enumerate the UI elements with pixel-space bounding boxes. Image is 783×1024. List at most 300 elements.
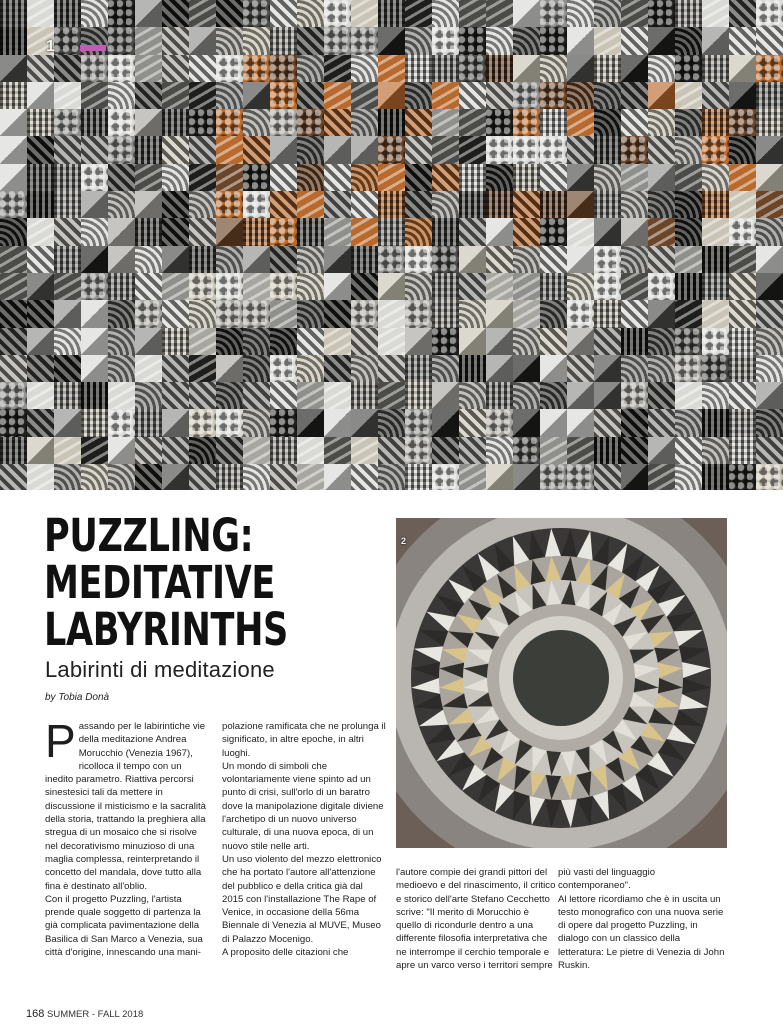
mosaic-tile: [648, 109, 675, 136]
mosaic-tile: [324, 382, 351, 409]
mosaic-tile: [27, 0, 54, 27]
mosaic-tile: [459, 136, 486, 163]
paragraph-symbols: Un mondo di simboli che volontariamente viene spinto ad un punto di crisi, sull'orlo di un baratro dove la manipolazione digitale diviene l'archetipo di un nuovo universo culturale, di una nuova epoca, di un nuovo stile nelle arti.: [222, 760, 384, 852]
mosaic-tile: [162, 0, 189, 27]
mosaic-tile: [540, 273, 567, 300]
article-subtitle: Labirinti di meditazione: [45, 657, 275, 682]
mosaic-tile: [540, 464, 567, 490]
mosaic-tile: [486, 55, 513, 82]
mosaic-tile: [297, 300, 324, 327]
mosaic-tile: [216, 109, 243, 136]
mosaic-tile: [243, 164, 270, 191]
mosaic-tile: [459, 437, 486, 464]
mosaic-tile: [189, 328, 216, 355]
mosaic-tile: [486, 300, 513, 327]
mosaic-tile: [270, 109, 297, 136]
mosaic-tile: [135, 0, 162, 27]
mosaic-tile: [486, 164, 513, 191]
mosaic-tile: [54, 409, 81, 436]
mosaic-tile: [486, 328, 513, 355]
mosaic-tile: [27, 300, 54, 327]
mosaic-tile: [216, 136, 243, 163]
mosaic-tile: [675, 27, 702, 54]
mosaic-tile: [378, 0, 405, 27]
mosaic-tile: [216, 246, 243, 273]
mosaic-tile: [162, 136, 189, 163]
mosaic-tile: [405, 191, 432, 218]
mosaic-tile: [648, 191, 675, 218]
mosaic-tile: [162, 382, 189, 409]
mosaic-tile: [540, 27, 567, 54]
mosaic-tile: [405, 382, 432, 409]
mosaic-tile: [756, 109, 783, 136]
mosaic-tile: [405, 464, 432, 490]
paragraph-continuation: polazione ramificata che ne prolunga il significato, in altre epoche, in altri luoghi.: [222, 721, 386, 759]
mosaic-tile: [675, 164, 702, 191]
mosaic-tile: [81, 409, 108, 436]
mosaic-tile: [594, 464, 621, 490]
mosaic-tile: [0, 382, 27, 409]
mosaic-tile: [54, 55, 81, 82]
mosaic-tile: [81, 273, 108, 300]
mosaic-tile: [54, 355, 81, 382]
mosaic-tile: [162, 191, 189, 218]
mosaic-tile: [270, 409, 297, 436]
mosaic-tile: [270, 136, 297, 163]
page-footer: [26, 1008, 143, 1020]
mosaic-tile: [135, 382, 162, 409]
mosaic-tile: [216, 328, 243, 355]
mosaic-tile: [621, 409, 648, 436]
mosaic-tile: [297, 464, 324, 490]
mosaic-tile: [378, 464, 405, 490]
mosaic-tile: [27, 109, 54, 136]
mosaic-tile: [621, 164, 648, 191]
mosaic-tile: [432, 0, 459, 27]
mosaic-tile: [270, 218, 297, 245]
mosaic-tile: [459, 82, 486, 109]
mosaic-tile: [81, 355, 108, 382]
mosaic-tile: [648, 164, 675, 191]
mosaic-tile: [0, 300, 27, 327]
mosaic-tile: [702, 136, 729, 163]
mosaic-tile: [0, 273, 27, 300]
mosaic-tile: [54, 273, 81, 300]
mosaic-tile: [675, 109, 702, 136]
mosaic-tile: [513, 382, 540, 409]
mosaic-tile: [756, 0, 783, 27]
mosaic-tile: [108, 246, 135, 273]
mosaic-tile: [162, 246, 189, 273]
mosaic-tile: [0, 437, 27, 464]
mosaic-tile: [459, 27, 486, 54]
mosaic-tile: [270, 437, 297, 464]
mosaic-tile: [486, 246, 513, 273]
mosaic-tile: [594, 437, 621, 464]
mosaic-tile: [459, 300, 486, 327]
mosaic-tile: [0, 218, 27, 245]
mosaic-tile: [351, 328, 378, 355]
mosaic-tile: [108, 300, 135, 327]
mosaic-tile: [459, 164, 486, 191]
mosaic-tile: [243, 136, 270, 163]
mosaic-tile: [162, 464, 189, 490]
mosaic-tile: [162, 328, 189, 355]
mosaic-tile: [594, 55, 621, 82]
mosaic-tile: [432, 273, 459, 300]
mosaic-tile: [648, 328, 675, 355]
mosaic-tile: [729, 437, 756, 464]
mosaic-tile: [27, 82, 54, 109]
mosaic-tile: [756, 82, 783, 109]
mosaic-tile: [621, 437, 648, 464]
mosaic-tile: [621, 136, 648, 163]
mosaic-tile: [648, 27, 675, 54]
mosaic-tile: [513, 328, 540, 355]
mosaic-tile: [162, 82, 189, 109]
mosaic-tile: [432, 464, 459, 490]
mosaic-tile: [540, 55, 567, 82]
mosaic-tile: [648, 246, 675, 273]
mosaic-tile: [270, 382, 297, 409]
mosaic-tile: [162, 300, 189, 327]
mosaic-tile: [594, 109, 621, 136]
mosaic-tile: [540, 382, 567, 409]
mosaic-tile: [54, 246, 81, 273]
mosaic-tile: [432, 27, 459, 54]
mosaic-tile: [675, 0, 702, 27]
mosaic-tile: [189, 0, 216, 27]
mosaic-tile: [189, 136, 216, 163]
mosaic-tile: [621, 0, 648, 27]
mosaic-tile: [648, 300, 675, 327]
mosaic-tile: [540, 328, 567, 355]
mosaic-tile: [432, 328, 459, 355]
mosaic-tile: [27, 409, 54, 436]
mosaic-tile: [729, 191, 756, 218]
mosaic-tile: [405, 355, 432, 382]
mosaic-tile: [351, 55, 378, 82]
mosaic-tile: [243, 246, 270, 273]
title-line-1: PUZZLING:: [44, 509, 254, 562]
mosaic-tile: [351, 27, 378, 54]
mosaic-tile: [648, 382, 675, 409]
mosaic-tile: [567, 355, 594, 382]
mosaic-tile: [486, 27, 513, 54]
mosaic-tile: [243, 27, 270, 54]
mosaic-tile: [513, 136, 540, 163]
mosaic-tile: [189, 27, 216, 54]
mosaic-tile: [432, 437, 459, 464]
mosaic-tile: [378, 82, 405, 109]
mosaic-tile: [702, 55, 729, 82]
mosaic-tile: [729, 355, 756, 382]
mosaic-tile: [594, 382, 621, 409]
mosaic-tile: [405, 437, 432, 464]
mosaic-tile: [729, 382, 756, 409]
mosaic-tile: [729, 273, 756, 300]
mosaic-tile: [324, 328, 351, 355]
mosaic-tile: [405, 300, 432, 327]
mosaic-tile: [675, 273, 702, 300]
mosaic-tile: [135, 273, 162, 300]
mosaic-tile: [405, 218, 432, 245]
mosaic-tile: [270, 0, 297, 27]
mosaic-tile: [594, 191, 621, 218]
mosaic-tile: [297, 273, 324, 300]
mosaic-tile: [486, 355, 513, 382]
mosaic-tile: [216, 164, 243, 191]
paragraph-intro: [45, 715, 208, 893]
mosaic-tile: [270, 191, 297, 218]
mosaic-tile: [378, 27, 405, 54]
body-column-2: [222, 720, 386, 959]
mosaic-tile: [756, 382, 783, 409]
mosaic-tile: [702, 328, 729, 355]
mosaic-tile: [54, 218, 81, 245]
mosaic-tile: [324, 355, 351, 382]
mosaic-tile: [702, 382, 729, 409]
mosaic-tile: [216, 27, 243, 54]
mosaic-tile: [405, 273, 432, 300]
mosaic-tile: [486, 218, 513, 245]
mosaic-tile: [432, 191, 459, 218]
mosaic-tile: [162, 437, 189, 464]
mosaic-tile: [378, 437, 405, 464]
mosaic-tile: [0, 82, 27, 109]
figure-1-number: 1: [46, 38, 55, 55]
mosaic-tile: [513, 246, 540, 273]
mosaic-tile: [135, 164, 162, 191]
mosaic-tile: [378, 409, 405, 436]
mosaic-tile: [81, 164, 108, 191]
mosaic-tile: [567, 437, 594, 464]
mosaic-tile: [675, 136, 702, 163]
mosaic-tile: [567, 246, 594, 273]
mosaic-tile: [297, 27, 324, 54]
mosaic-tile: [459, 109, 486, 136]
mosaic-tile: [405, 82, 432, 109]
mosaic-tile: [513, 300, 540, 327]
mosaic-tile: [729, 328, 756, 355]
mosaic-tile: [27, 218, 54, 245]
mosaic-tile: [0, 164, 27, 191]
mosaic-tile: [729, 218, 756, 245]
mosaic-tile: [189, 464, 216, 490]
mosaic-tile: [756, 218, 783, 245]
body-column-1: [45, 715, 208, 959]
mosaic-tile: [297, 355, 324, 382]
mosaic-tile: [108, 109, 135, 136]
mosaic-tile: [54, 191, 81, 218]
mosaic-tile: [729, 464, 756, 490]
mosaic-tile: [648, 136, 675, 163]
rosette-core: [513, 630, 609, 726]
mosaic-tile: [540, 82, 567, 109]
mosaic-tile: [459, 55, 486, 82]
mosaic-tile: [378, 109, 405, 136]
mosaic-tile: [540, 246, 567, 273]
mosaic-tile: [324, 0, 351, 27]
mosaic-tile: [27, 437, 54, 464]
mosaic-tile: [162, 409, 189, 436]
mosaic-tile: [324, 218, 351, 245]
mosaic-tile: [729, 109, 756, 136]
mosaic-tile: [270, 273, 297, 300]
mosaic-tile: [351, 464, 378, 490]
mosaic-tile: [675, 464, 702, 490]
mosaic-tile: [108, 27, 135, 54]
mosaic-tile: [0, 409, 27, 436]
mosaic-tile: [594, 82, 621, 109]
mosaic-tile: [54, 0, 81, 27]
paragraph-electronic-medium: Un uso violento del mezzo elettronico che ha portato l'autore all'attenzione del pubblico e della critica già dal 2015 con l'installazione The Rape of Venice, in occasione della 56ma Biennale di Venezia al MUVE, Museo di Palazzo Mocenigo.: [222, 853, 382, 945]
mosaic-tile: [108, 273, 135, 300]
mosaic-tile: [486, 136, 513, 163]
mosaic-tile-grid: [0, 0, 783, 490]
mosaic-tile: [324, 246, 351, 273]
mosaic-tile: [432, 55, 459, 82]
mosaic-tile: [675, 437, 702, 464]
mosaic-tile: [162, 355, 189, 382]
mosaic-tile: [297, 0, 324, 27]
mosaic-tile: [621, 355, 648, 382]
mosaic-tile: [729, 246, 756, 273]
mosaic-tile: [81, 464, 108, 490]
mosaic-tile: [216, 300, 243, 327]
mosaic-tile: [189, 409, 216, 436]
mosaic-tile: [513, 109, 540, 136]
mosaic-tile: [81, 82, 108, 109]
mosaic-tile: [513, 437, 540, 464]
mosaic-tile: [270, 328, 297, 355]
mosaic-tile: [432, 355, 459, 382]
drop-cap: P: [45, 715, 76, 767]
mosaic-tile: [756, 27, 783, 54]
mosaic-tile: [567, 27, 594, 54]
mosaic-tile: [405, 246, 432, 273]
mosaic-tile: [459, 273, 486, 300]
mosaic-tile: [702, 82, 729, 109]
mosaic-tile: [162, 27, 189, 54]
mosaic-tile: [297, 382, 324, 409]
mosaic-tile: [675, 55, 702, 82]
mosaic-tile: [540, 191, 567, 218]
title-line-3: LABYRINTHS: [44, 603, 288, 656]
mosaic-tile: [594, 355, 621, 382]
mosaic-tile: [567, 82, 594, 109]
mosaic-tile: [243, 437, 270, 464]
mosaic-tile: [702, 355, 729, 382]
mosaic-tile: [675, 355, 702, 382]
mosaic-tile: [432, 218, 459, 245]
mosaic-tile: [567, 382, 594, 409]
mosaic-tile: [432, 82, 459, 109]
mosaic-tile: [270, 27, 297, 54]
mosaic-tile: [729, 0, 756, 27]
mosaic-tile: [459, 191, 486, 218]
mosaic-tile: [513, 355, 540, 382]
mosaic-tile: [540, 437, 567, 464]
mosaic-tile: [108, 164, 135, 191]
mosaic-tile: [621, 82, 648, 109]
mosaic-tile: [621, 246, 648, 273]
mosaic-tile: [567, 0, 594, 27]
mosaic-tile: [459, 464, 486, 490]
mosaic-tile: [0, 355, 27, 382]
mosaic-tile: [324, 55, 351, 82]
mosaic-tile: [459, 382, 486, 409]
mosaic-tile: [648, 409, 675, 436]
mosaic-tile: [108, 382, 135, 409]
mosaic-tile: [756, 409, 783, 436]
mosaic-tile: [189, 246, 216, 273]
mosaic-tile: [567, 328, 594, 355]
mosaic-tile: [621, 191, 648, 218]
mosaic-tile: [648, 0, 675, 27]
mosaic-tile: [702, 109, 729, 136]
mosaic-tile: [162, 55, 189, 82]
mosaic-tile: [486, 82, 513, 109]
mosaic-tile: [216, 464, 243, 490]
mosaic-tile: [81, 55, 108, 82]
mosaic-tile: [405, 409, 432, 436]
rosette-mosaic-image: [396, 518, 727, 848]
mosaic-tile: [729, 409, 756, 436]
mosaic-tile: [81, 437, 108, 464]
mosaic-tile: [0, 464, 27, 490]
mosaic-tile: [459, 409, 486, 436]
mosaic-tile: [621, 273, 648, 300]
mosaic-tile: [54, 437, 81, 464]
mosaic-tile: [351, 273, 378, 300]
mosaic-tile: [81, 218, 108, 245]
mosaic-tile: [189, 191, 216, 218]
mosaic-tile: [756, 246, 783, 273]
mosaic-tile: [54, 136, 81, 163]
mosaic-tile: [108, 328, 135, 355]
mosaic-tile: [513, 27, 540, 54]
mosaic-tile: [324, 273, 351, 300]
mosaic-tile: [324, 437, 351, 464]
mosaic-tile: [216, 191, 243, 218]
mosaic-tile: [702, 191, 729, 218]
mosaic-tile: [216, 382, 243, 409]
mosaic-tile: [513, 0, 540, 27]
mosaic-tile: [27, 164, 54, 191]
mosaic-tile: [297, 136, 324, 163]
mosaic-tile: [459, 218, 486, 245]
mosaic-tile: [243, 109, 270, 136]
mosaic-tile: [297, 82, 324, 109]
mosaic-tile: [621, 55, 648, 82]
mosaic-tile: [270, 164, 297, 191]
mosaic-tile: [648, 218, 675, 245]
mosaic-tile: [405, 0, 432, 27]
mosaic-tile: [216, 273, 243, 300]
mosaic-tile: [648, 464, 675, 490]
mosaic-tile: [135, 27, 162, 54]
mosaic-tile: [324, 300, 351, 327]
mosaic-tile: [756, 273, 783, 300]
mosaic-tile: [540, 109, 567, 136]
mosaic-tile: [189, 218, 216, 245]
mosaic-tile: [216, 437, 243, 464]
mosaic-tile: [405, 164, 432, 191]
mosaic-tile: [0, 109, 27, 136]
mosaic-tile: [270, 82, 297, 109]
mosaic-tile: [351, 437, 378, 464]
